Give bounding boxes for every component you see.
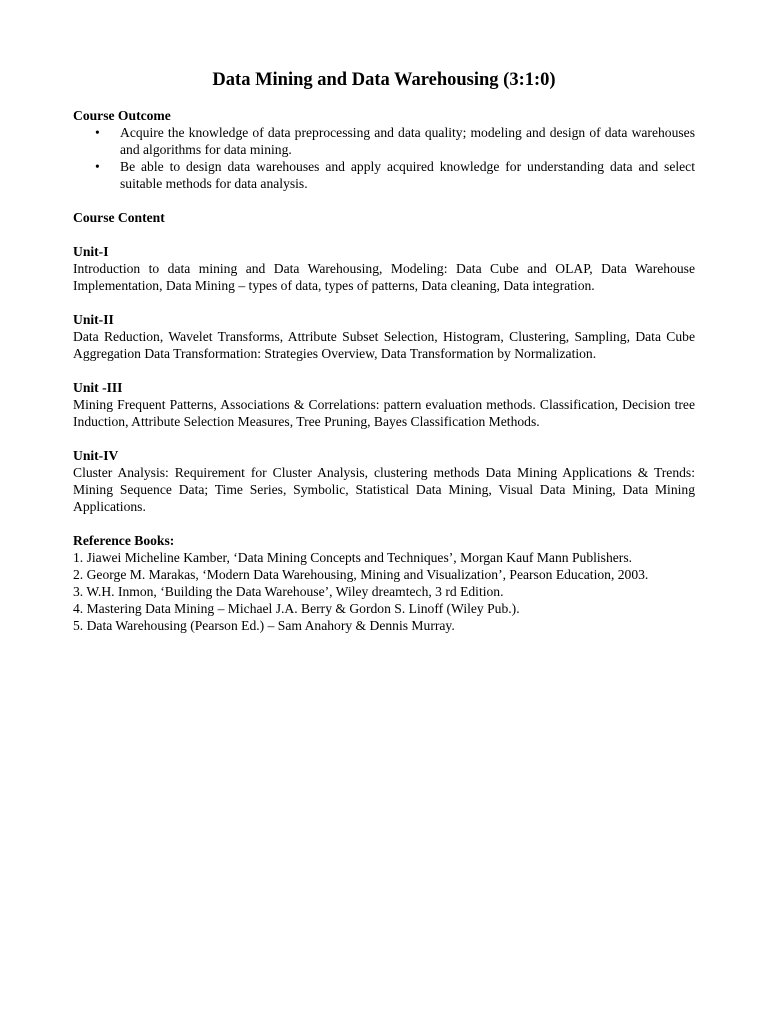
spacer — [73, 430, 695, 447]
reference-item: 3. W.H. Inmon, ‘Building the Data Warehouse’, Wiley dreamtech, 3 rd Edition. — [73, 584, 504, 599]
course-outcome-item — [73, 158, 695, 192]
unit-description: Introduction to data mining and Data Warehousing, Modeling: Data Cube and OLAP, Data Warehouse Implementation, Data Mining – types of data, types of patterns, Data cleaning, Data integration. — [73, 261, 695, 293]
unit-heading: Unit -III — [73, 380, 123, 395]
unit-section — [73, 447, 695, 515]
reference-item: 5. Data Warehousing (Pearson Ed.) – Sam Anahory & Dennis Murray. — [73, 618, 455, 633]
reference-books-list — [73, 549, 695, 634]
unit-section — [73, 379, 695, 430]
reference-books-heading: Reference Books: — [73, 533, 175, 548]
unit-description: Data Reduction, Wavelet Transforms, Attribute Subset Selection, Histogram, Clustering, Sampling, Data Cube Aggregation Data Transformation: Strategies Overview, Data Transformation by Normalization. — [73, 329, 695, 361]
bullet-icon: • — [95, 159, 100, 174]
unit-heading: Unit-IV — [73, 448, 119, 463]
reference-item: 4. Mastering Data Mining – Michael J.A. Berry & Gordon S. Linoff (Wiley Pub.). — [73, 601, 520, 616]
spacer — [73, 362, 695, 379]
course-outcome-section — [73, 107, 695, 192]
unit-heading: Unit-I — [73, 244, 109, 259]
reference-item: 2. George M. Marakas, ‘Modern Data Warehousing, Mining and Visualization’, Pearson Education, 2003. — [73, 567, 649, 582]
course-outcome-item — [73, 124, 695, 158]
spacer — [73, 294, 695, 311]
course-outcome-list — [73, 124, 695, 192]
reference-item: 1. Jiawei Micheline Kamber, ‘Data Mining Concepts and Techniques’, Morgan Kauf Mann Publishers. — [73, 550, 633, 565]
unit-section — [73, 243, 695, 294]
spacer — [73, 515, 695, 532]
course-content-heading: Course Content — [73, 210, 165, 225]
spacer — [73, 226, 695, 243]
bullet-icon: • — [95, 125, 100, 140]
course-outcome-heading: Course Outcome — [73, 108, 171, 123]
reference-books-section — [73, 532, 695, 634]
unit-section — [73, 311, 695, 362]
unit-description: Cluster Analysis: Requirement for Cluster Analysis, clustering methods Data Mining Applications & Trends: Mining Sequence Data; Time Series, Symbolic, Statistical Data Mining, Visual Data Mining, Data Mining Applications. — [73, 465, 695, 514]
spacer — [73, 192, 695, 209]
unit-description: Mining Frequent Patterns, Associations & Correlations: pattern evaluation methods. Classification, Decision tree Induction, Attribute Selection Measures, Tree Pruning, Bayes Classification Methods. — [73, 397, 695, 429]
unit-heading: Unit-II — [73, 312, 114, 327]
course-outcome-text: Acquire the knowledge of data preprocessing and data quality; modeling and design of data warehouses and algorithms for data mining. — [120, 125, 695, 157]
course-outcome-text: Be able to design data warehouses and apply acquired knowledge for understanding data and select suitable methods for data analysis. — [120, 159, 695, 191]
document-title: Data Mining and Data Warehousing (3:1:0) — [212, 70, 556, 90]
